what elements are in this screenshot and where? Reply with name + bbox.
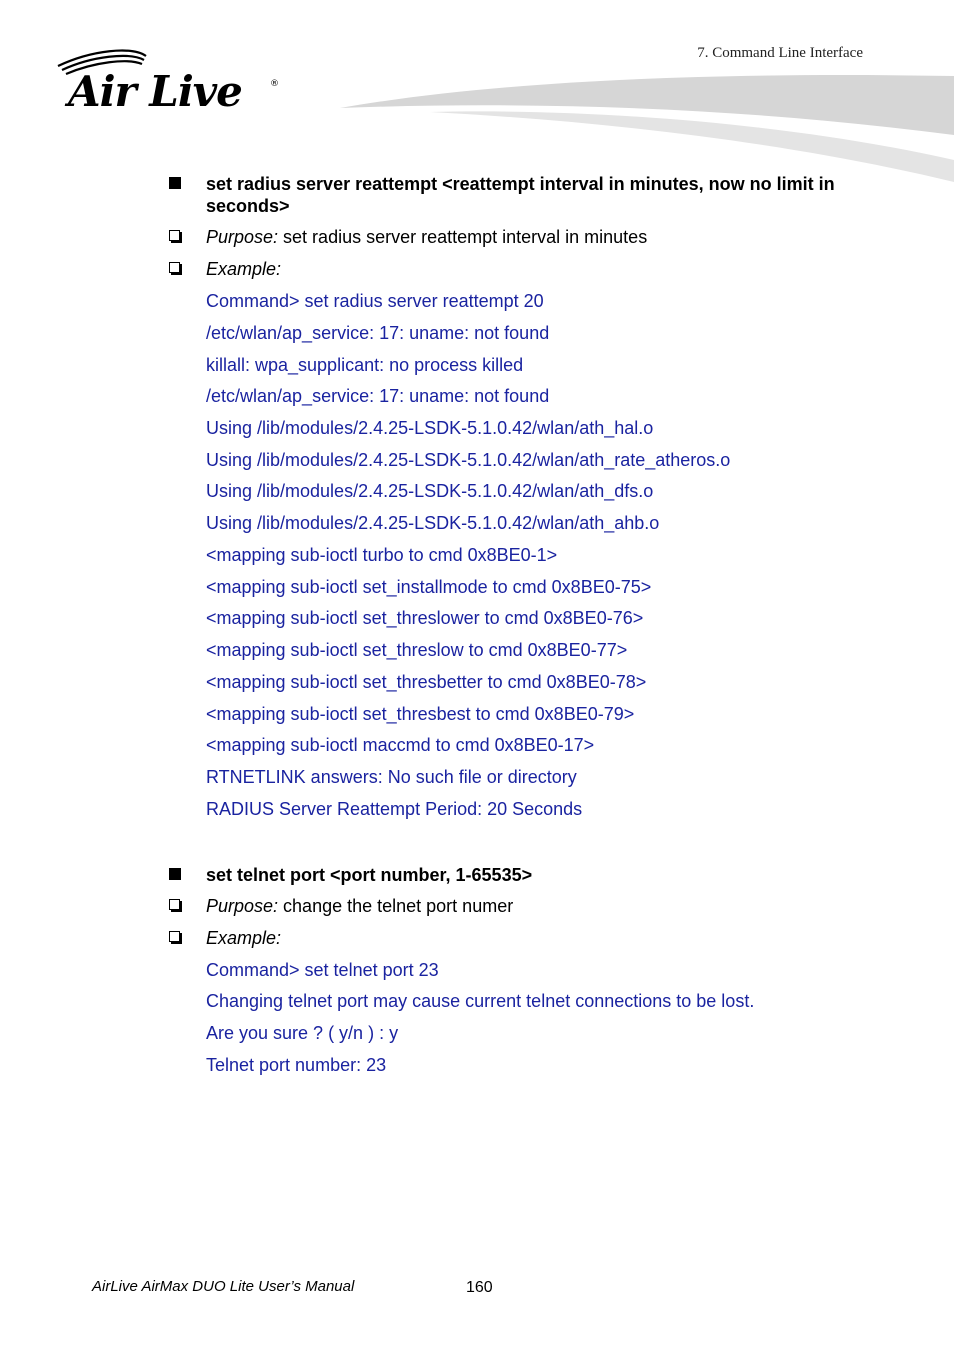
section-bullet [169, 177, 181, 189]
purpose-line [206, 226, 647, 248]
example-line [206, 927, 281, 949]
code-line: Command> set radius server reattempt 20 [206, 291, 544, 311]
checkbox-bullet [169, 230, 180, 241]
page-number: 160 [466, 1279, 493, 1296]
code-line: killall: wpa_supplicant: no process killed [206, 355, 524, 375]
code-line: <mapping sub-ioctl set_thresbetter to cmd 0x8BE0-78> [206, 672, 647, 692]
chapter-title: 7. Command Line Interface [697, 45, 863, 61]
code-line: <mapping sub-ioctl set_installmode to cmd 0x8BE0-75> [206, 577, 652, 597]
example-label: Example: [206, 259, 282, 279]
code-line: Telnet port number: 23 [206, 1055, 387, 1075]
logo-wordmark: Air Live [68, 67, 242, 116]
checkbox-bullet [169, 899, 180, 910]
code-line: RADIUS Server Reattempt Period: 20 Seconds [206, 799, 583, 819]
code-line: Are you sure ? ( y/n ) : y [206, 1023, 399, 1043]
code-line: Using /lib/modules/2.4.25-LSDK-5.1.0.42/wlan/ath_ahb.o [206, 513, 660, 533]
example-line [206, 258, 281, 280]
purpose-line [206, 895, 513, 917]
code-line: <mapping sub-ioctl set_threslower to cmd 0x8BE0-76> [206, 608, 644, 628]
airlive-logo [52, 48, 292, 118]
code-line: <mapping sub-ioctl maccmd to cmd 0x8BE0-17> [206, 735, 595, 755]
code-line: Changing telnet port may cause current telnet connections to be lost. [206, 991, 755, 1011]
purpose-label: Purpose: [206, 227, 279, 247]
code-line: Command> set telnet port 23 [206, 960, 439, 980]
code-line: Using /lib/modules/2.4.25-LSDK-5.1.0.42/wlan/ath_hal.o [206, 418, 654, 438]
code-line: <mapping sub-ioctl set_thresbest to cmd 0x8BE0-79> [206, 704, 635, 724]
section-heading: set radius server reattempt <reattempt interval in minutes, now no limit in seconds> [206, 174, 835, 216]
checkbox-bullet [169, 262, 180, 273]
code-line: /etc/wlan/ap_service: 17: uname: not found [206, 386, 550, 406]
code-line: <mapping sub-ioctl set_threslow to cmd 0x8BE0-77> [206, 640, 628, 660]
purpose-text: set radius server reattempt interval in minutes [278, 227, 648, 247]
code-line: <mapping sub-ioctl turbo to cmd 0x8BE0-1> [206, 545, 558, 565]
code-line: Using /lib/modules/2.4.25-LSDK-5.1.0.42/wlan/ath_dfs.o [206, 481, 654, 501]
logo-registered: ® [270, 79, 279, 89]
section-bullet [169, 868, 181, 880]
example-label: Example: [206, 928, 282, 948]
purpose-label: Purpose: [206, 896, 279, 916]
footer-manual-title: AirLive AirMax DUO Lite User’s Manual [92, 1278, 355, 1295]
code-line: /etc/wlan/ap_service: 17: uname: not found [206, 323, 550, 343]
code-line: RTNETLINK answers: No such file or directory [206, 767, 577, 787]
section-heading: set telnet port <port number, 1-65535> [206, 865, 533, 885]
code-line: Using /lib/modules/2.4.25-LSDK-5.1.0.42/wlan/ath_rate_atheros.o [206, 450, 731, 470]
checkbox-bullet [169, 931, 180, 942]
purpose-text: change the telnet port numer [278, 896, 514, 916]
